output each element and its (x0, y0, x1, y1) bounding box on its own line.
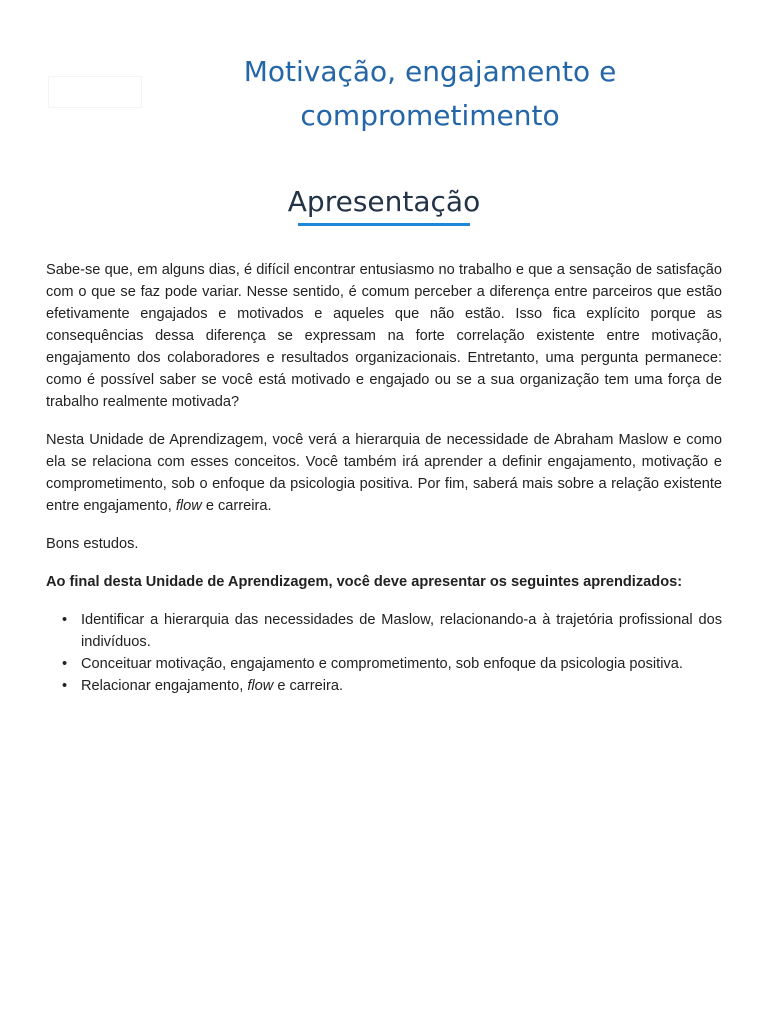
objective-text-end: e carreira. (273, 678, 344, 694)
bullet-icon: • (62, 612, 68, 628)
bullet-icon: • (62, 678, 68, 694)
heading-underline (298, 223, 470, 226)
logo-placeholder (48, 76, 142, 108)
section-heading: Apresentação (287, 185, 481, 218)
objective-item (46, 653, 722, 675)
objective-text: Relacionar engajamento, (81, 678, 248, 694)
objectives-heading: Ao final desta Unidade de Aprendizagem, você deve apresentar os seguintes aprendizados: (46, 574, 683, 590)
objective-item (46, 609, 722, 653)
unit-paragraph (46, 429, 722, 517)
intro-paragraph: Sabe-se que, em alguns dias, é difícil encontrar entusiasmo no trabalho e que a sensação de satisfação com o que se faz pode variar. Nesse sentido, é comum perceber a diferença entre parceiros que estão efetivamente engajados e motivados e aqueles que não estão. Isso fica explícito porque as consequências dessa diferença se expressam na forte correlação existente entre motivação, engajamento dos colaboradores e resultados organizacionais. Entretanto, uma pergunta permanece: como é possível saber se você está motivado e engajado ou se a sua organização tem uma força de trabalho realmente motivada? (46, 262, 722, 410)
closing-paragraph: Bons estudos. (46, 536, 139, 552)
objective-text: Conceituar motivação, engajamento e comprometimento, sob enfoque da psicologia positiva. (81, 656, 683, 672)
unit-paragraph-end: e carreira. (201, 498, 272, 514)
flow-term: flow (175, 498, 202, 514)
objective-item (46, 675, 722, 697)
objective-text: Identificar a hierarquia das necessidades de Maslow, relacionando-a à trajetória profissional dos indivíduos. (81, 612, 722, 650)
unit-paragraph-text: Nesta Unidade de Aprendizagem, você verá a hierarquia de necessidade de Abraham Maslow e como ela se relaciona com esses conceitos. Você também irá aprender a definir engajamento, motivação e comprometimento, sob o enfoque da psicologia positiva. Por fim, saberá mais sobre a relação existente entre engajamento, (46, 432, 722, 514)
content-body (46, 259, 722, 697)
page-title: Motivação, engajamento e comprometimento (243, 55, 617, 132)
objectives-list (46, 609, 722, 697)
bullet-icon: • (62, 656, 68, 672)
flow-term: flow (247, 678, 274, 694)
